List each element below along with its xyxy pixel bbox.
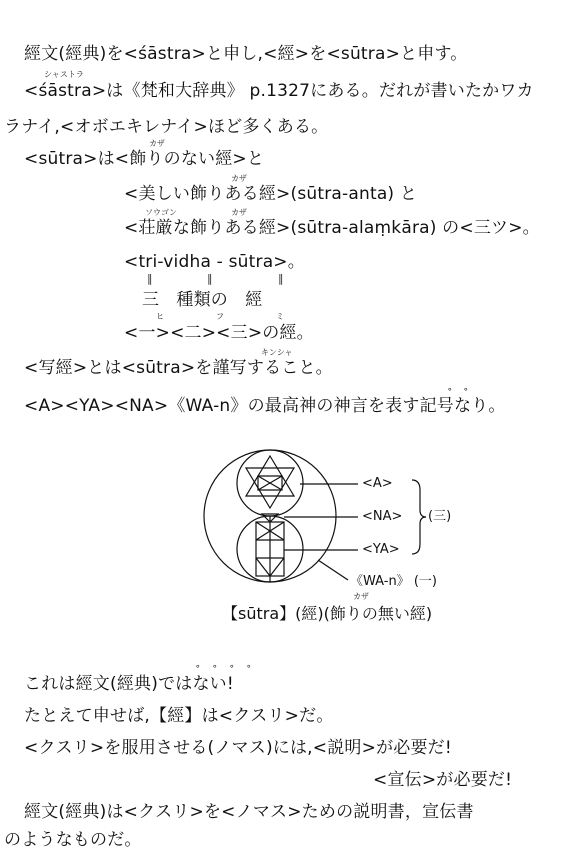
ruby-fu: フ <box>216 312 224 321</box>
label-a: <A> <box>362 476 393 491</box>
ruby-hi: ヒ <box>156 312 164 321</box>
text-line: ラナイ,<オボエキレナイ>ほど多くある。 <box>4 117 329 137</box>
text-line: 三 種類の 經 <box>142 290 263 310</box>
diagram-caption: 【sūtra】(經)(飾りの無い經) <box>222 604 433 623</box>
ruby-kaza: カザ <box>231 208 247 217</box>
text-line: <A><YA><NA>《WA-n》の最高神の神言を表す記号なり。 <box>24 396 506 416</box>
text-line: <sūtra>は<飾りのない經>と <box>24 149 265 169</box>
ruby-kaza: カザ <box>231 174 247 183</box>
label-na: <NA> <box>362 509 403 524</box>
equivalence-mark: ‖ <box>147 272 153 285</box>
text-line: <荘厳な飾りある經>(sūtra-alaṃkāra) の<三ツ>。 <box>124 218 540 238</box>
text-line: <tri-vidha - sūtra>。 <box>124 252 305 272</box>
equivalence-mark: ‖ <box>207 272 213 285</box>
ruby-shastra: シャストラ <box>44 70 84 79</box>
ruby-kaza: カザ <box>149 139 165 148</box>
label-wan: 《WA-n》 (一) <box>350 574 437 589</box>
emphasis-dot: ∘ <box>195 662 201 672</box>
text-line: <śāstra>は《梵和大辞典》 p.1327にある。だれが書いたかワカ <box>24 81 534 101</box>
leader-wan <box>318 560 348 580</box>
emphasis-dot: ∘ <box>212 662 218 672</box>
emphasis-dot: ∘ <box>447 385 453 395</box>
emphasis-dot: ∘ <box>229 662 235 672</box>
text-line: <宣伝>が必要だ! <box>373 770 513 790</box>
ruby-kinsha: キンシャ <box>261 348 293 357</box>
text-line: <一><二><三>の經。 <box>124 323 314 343</box>
text-line: <写經>とは<sūtra>を謹写すること。 <box>24 358 333 378</box>
brace <box>412 480 426 554</box>
text-line: <クスリ>を服用させる(ノマス)には,<説明>が必要だ! <box>24 738 452 758</box>
label-three: (三) <box>428 509 452 524</box>
emphasis-dot: ∘ <box>463 385 469 395</box>
text-line: 經文(經典)を<śāstra>と申し,<經>を<sūtra>と申す。 <box>24 44 468 64</box>
text-line: たとえて申せば,【經】は<クスリ>だ。 <box>24 706 334 726</box>
ruby-mi: ミ <box>276 312 284 321</box>
text-line: <美しい飾りある經>(sūtra-anta) と <box>124 184 418 204</box>
equivalence-mark: ‖ <box>278 272 284 285</box>
emphasis-dot: ∘ <box>246 662 252 672</box>
ruby-sougon: ソウゴン <box>145 208 177 217</box>
lower-triangle <box>246 468 294 508</box>
text-line: 經文(經典)は<クスリ>を<ノマス>ための説明書，宣伝書 <box>24 802 474 822</box>
label-ya: <YA> <box>362 542 400 557</box>
text-line: これは經文(經典)ではない! <box>24 674 234 694</box>
ruby-kaza: カザ <box>353 592 369 601</box>
text-line: のようなものだ。 <box>4 830 142 850</box>
